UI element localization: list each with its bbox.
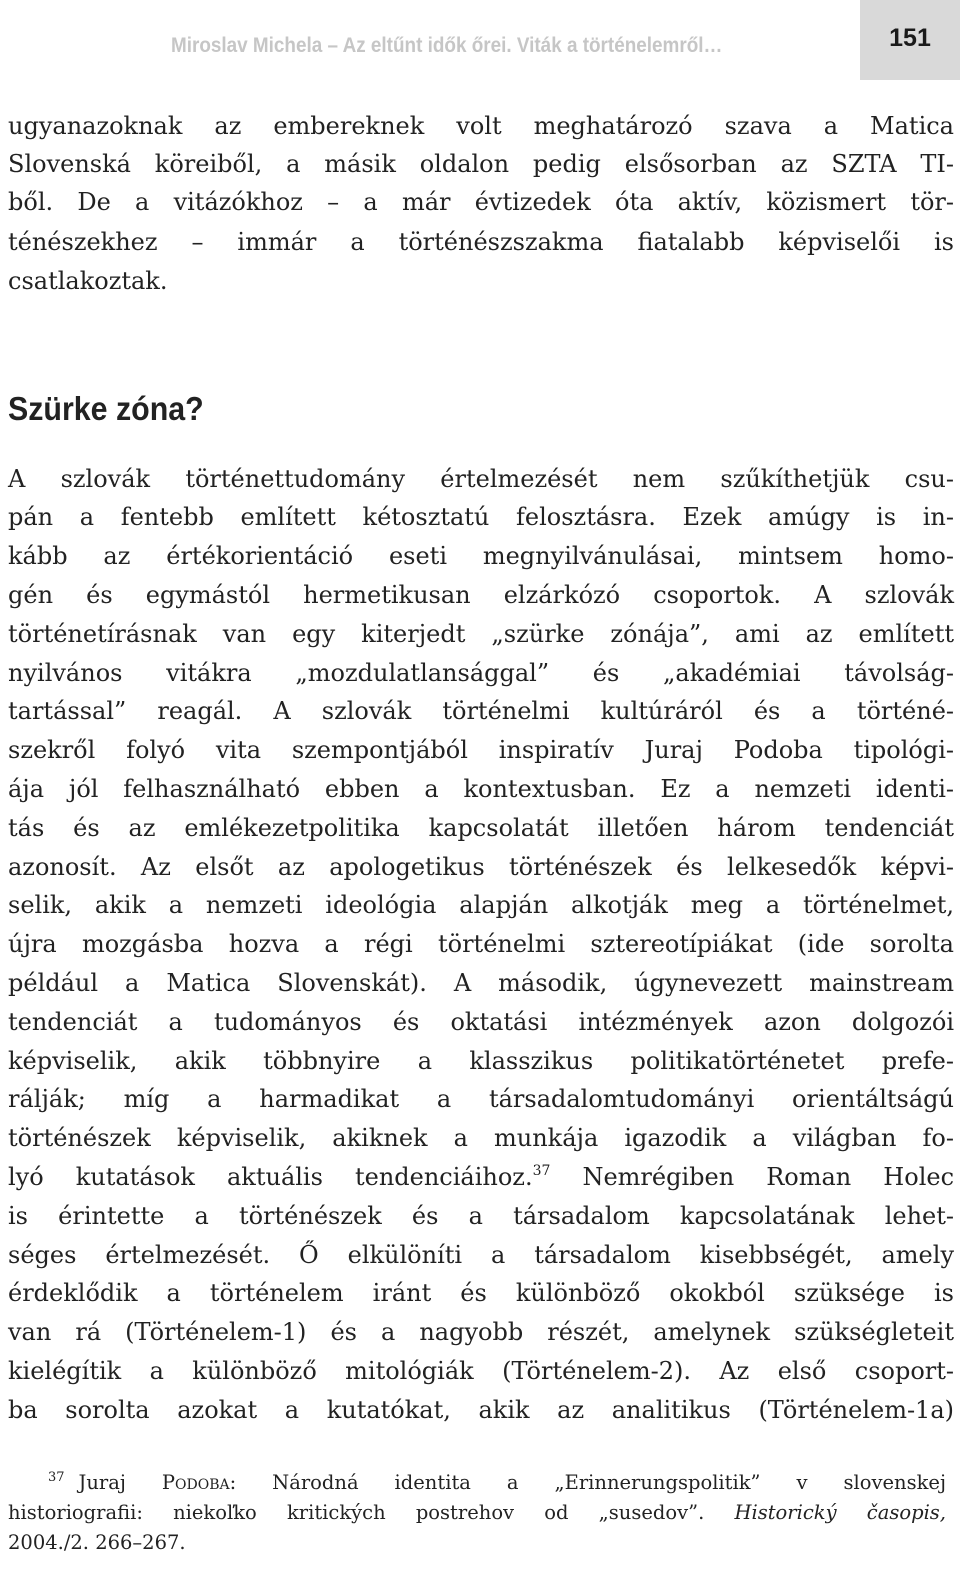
text-line: pán a fentebb említett kétosztatú felosztásra. Ezek amúgy is in- <box>8 503 954 531</box>
text-span: Nemrégiben Roman Holec <box>550 1163 955 1191</box>
text-line: ugyanazoknak az embereknek volt meghatározó szava a Matica <box>8 112 954 140</box>
text-line: van rá (Történelem-1) és a nagyobb részét, amelynek szükségleteit <box>8 1318 954 1346</box>
footnote-number: 37 <box>48 1470 65 1485</box>
running-head: Miroslav Michela – Az eltűnt idők őrei. Viták a történelemről… <box>171 34 723 57</box>
text-line: például a Matica Slovenskát). A második, úgynevezett mainstream <box>8 969 954 997</box>
text-line: tás és az emlékezetpolitika kapcsolatát illetően három tendenciát <box>8 814 954 842</box>
text-line: is érintette a történészek és a társadalom kapcsolatának lehet- <box>8 1202 954 1230</box>
page-number-box <box>860 0 960 80</box>
text-line: rálják; míg a harmadikat a társadalomtudományi orientáltságú <box>8 1085 954 1113</box>
text-line: történészek képviselik, akiknek a munkája igazodik a világban fo- <box>8 1124 954 1152</box>
footnote-line <box>48 1469 946 1497</box>
text-line: történetírásnak van egy kiterjedt „szürke zónája”, ami az említett <box>8 620 954 648</box>
text-line: selik, akik a nemzeti ideológia alapján alkotják meg a történelmet, <box>8 891 954 919</box>
footnote-line <box>8 1499 946 1527</box>
footnote-line: 2004./2. 266–267. <box>8 1531 186 1554</box>
text-line: újra mozgásba hozva a régi történelmi sztereotípiákat (ide sorolta <box>8 930 954 958</box>
text-line: ája jól felhasználható ebben a kontextusban. Ez a nemzeti identi- <box>8 775 954 803</box>
section-heading: Szürke zóna? <box>8 390 204 427</box>
text-line: ből. De a vitázókhoz – a már évtizedek óta aktív, közismert tör- <box>8 188 954 216</box>
text-line: csatlakoztak. <box>8 267 168 295</box>
text-line: kább az értékorientáció eseti megnyilvánulásai, mintsem homo- <box>8 542 954 570</box>
footnote-author-first: Juraj <box>78 1471 162 1494</box>
text-line: Slovenská köreiből, a másik oldalon pedig elsősorban az SZTA TI- <box>8 150 954 178</box>
footnote-text: historiografii: niekoľko kritických postrehov od „susedov”. <box>8 1501 735 1524</box>
text-line: tartással” reagál. A szlovák történelmi kultúráról és a történé- <box>8 697 954 725</box>
footnote-text: : Národná identita a „Erinnerungspolitik” v slovenskej <box>229 1471 946 1494</box>
text-line-footnote-ref <box>8 1158 954 1196</box>
text-span: lyó kutatások aktuális tendenciáihoz. <box>8 1163 533 1191</box>
text-line: séges értelmezését. Ő elkülöníti a társadalom kisebbségét, amely <box>8 1241 954 1269</box>
text-line: gén és egymástól hermetikusan elzárkózó csoportok. A szlovák <box>8 581 954 609</box>
footnote-reference[interactable]: 37 <box>532 1163 551 1179</box>
text-line: ba sorolta azokat a kutatókat, akik az analitikus (Történelem-1a) <box>8 1396 954 1424</box>
text-line: képviselik, akik többnyire a klasszikus politikatörténetet prefe- <box>8 1047 954 1075</box>
text-line: tendenciát a tudományos és oktatási intézmények azon dolgozói <box>8 1008 954 1036</box>
page-number: 151 <box>889 24 931 52</box>
text-line: azonosít. Az elsőt az apologetikus történészek és lelkesedők képvi- <box>8 853 954 881</box>
text-line: ténészekhez – immár a történészszakma fiatalabb képviselői is <box>8 228 954 256</box>
text-line: A szlovák történettudomány értelmezését nem szűkíthetjük csu- <box>8 465 954 493</box>
footnote-author-last: Podoba <box>161 1471 230 1494</box>
text-line: érdeklődik a történelem iránt és különböző okokból szüksége is <box>8 1279 954 1307</box>
footnote-journal: Historický časopis, <box>734 1501 947 1524</box>
text-line: szekről folyó vita szempontjából inspiratív Juraj Podoba tipológi- <box>8 736 954 764</box>
text-line: kielégítik a különböző mitológiák (Történelem-2). Az első csoport- <box>8 1357 954 1385</box>
text-line: nyilvános vitákra „mozdulatlansággal” és „akadémiai távolság- <box>8 659 954 687</box>
